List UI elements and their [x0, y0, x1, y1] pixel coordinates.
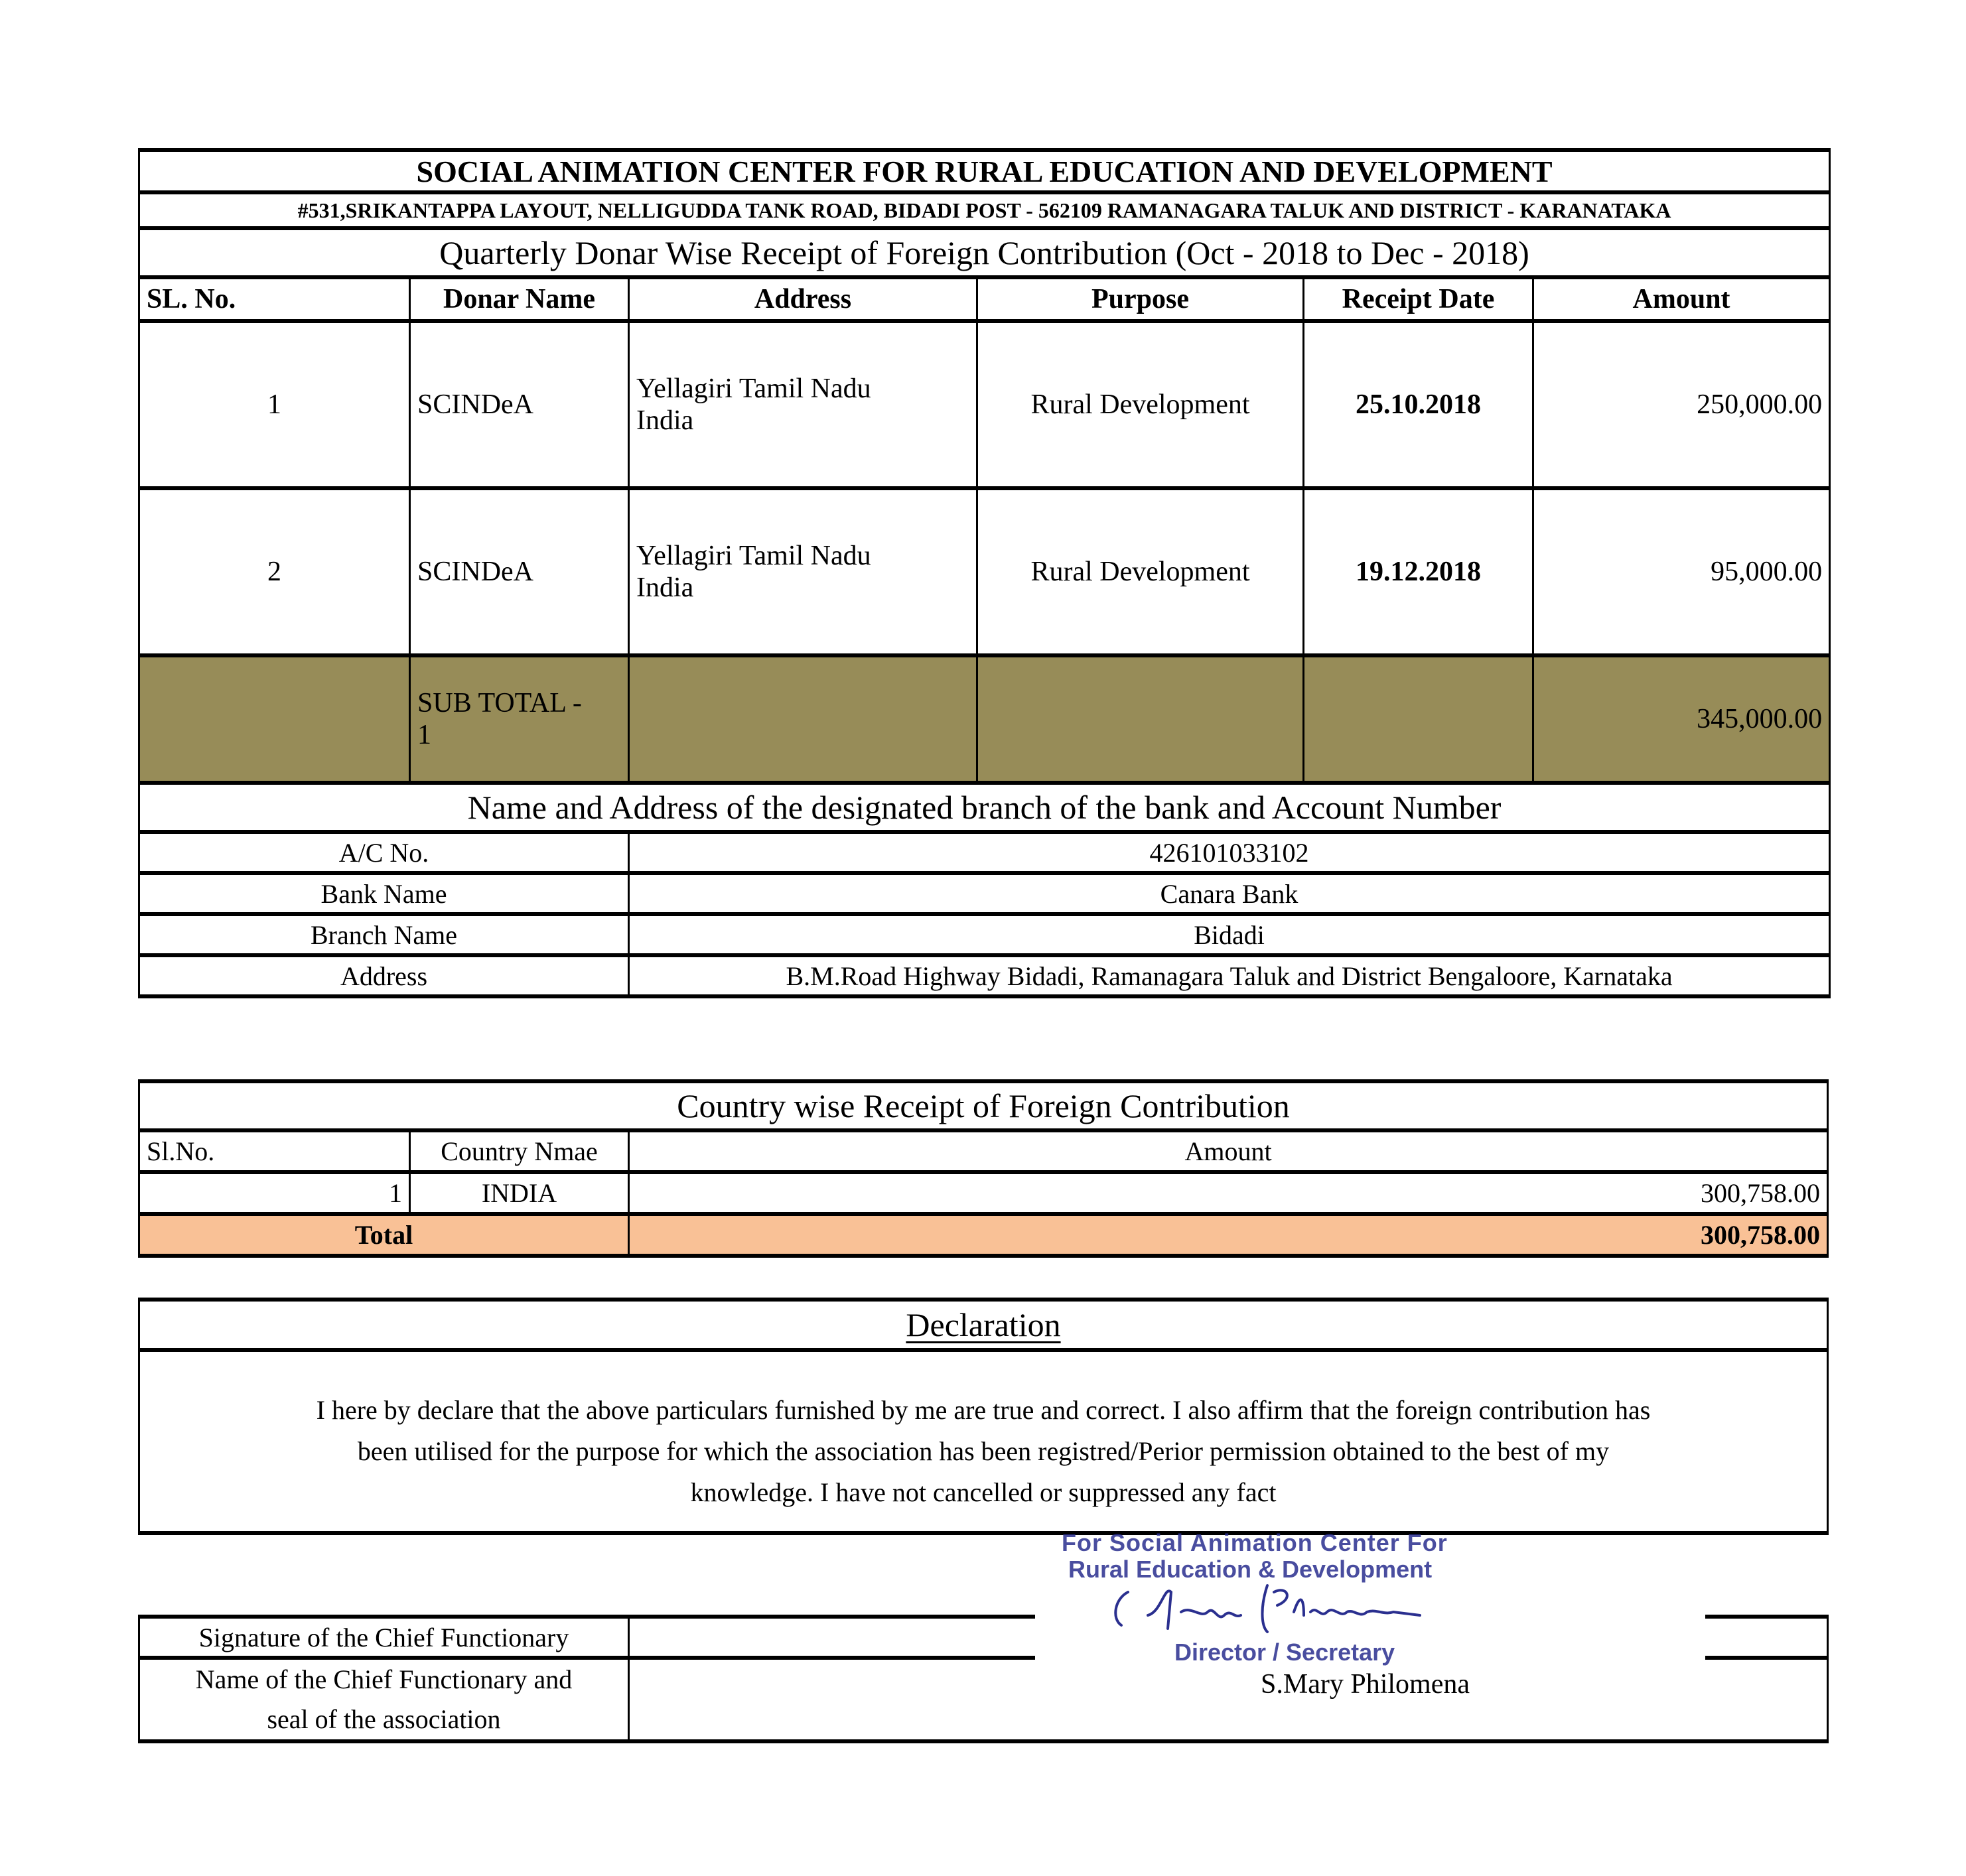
country-name: INDIA [410, 1172, 629, 1214]
subtotal-label [410, 655, 629, 783]
column-header: Purpose [977, 277, 1304, 321]
empty-cell [629, 655, 977, 783]
document-page [138, 148, 1829, 1743]
amount: 95,000.00 [1533, 488, 1830, 655]
report-title: Quarterly Donar Wise Receipt of Foreign Contribution (Oct - 2018 to Dec - 2018) [139, 228, 1830, 277]
bank-value: B.M.Road Highway Bidadi, Ramanagara Taluk and District Bengaloore, Karnataka [629, 955, 1830, 996]
empty-cell [977, 655, 1304, 783]
chief-functionary-name: S.Mary Philomena [1261, 1669, 1470, 1700]
address-line: Yellagiri Tamil Nadu [636, 541, 871, 571]
sl-no: 1 [139, 321, 410, 488]
column-header: SL. No. [139, 277, 410, 321]
table-header-row [139, 277, 1830, 321]
declaration-line: knowledge. I have not cancelled or suppressed any fact [690, 1477, 1277, 1507]
column-header: Sl.No. [139, 1130, 410, 1172]
subtotal-row [139, 655, 1830, 783]
total-label: Total [139, 1214, 629, 1256]
total-amount: 300,758.00 [629, 1214, 1828, 1256]
amount: 250,000.00 [1533, 321, 1830, 488]
bank-label: Bank Name [139, 873, 629, 914]
country-receipt-table [138, 1079, 1829, 1258]
sl-no: 2 [139, 488, 410, 655]
empty-cell [139, 655, 410, 783]
column-header: Amount [629, 1130, 1828, 1172]
table-header-row [139, 1130, 1828, 1172]
bank-row [139, 914, 1830, 955]
address-line: India [636, 405, 694, 436]
stamp-background [1035, 1546, 1705, 1672]
amount: 300,758.00 [629, 1172, 1828, 1214]
stamp-line: Rural Education & Development [1068, 1556, 1433, 1583]
column-header: Address [629, 277, 977, 321]
bank-label: Branch Name [139, 914, 629, 955]
stamp-line: Director / Secretary [1174, 1639, 1395, 1666]
donor-name: SCINDeA [410, 321, 629, 488]
donor-receipt-table [138, 148, 1831, 998]
bank-label: Address [139, 955, 629, 996]
bank-value: Canara Bank [629, 873, 1830, 914]
column-header: Donar Name [410, 277, 629, 321]
bank-value: 426101033102 [629, 832, 1830, 873]
sl-no: 1 [139, 1172, 410, 1214]
bank-value: Bidadi [629, 914, 1830, 955]
signature-label: Signature of the Chief Functionary [139, 1617, 629, 1658]
stamp-line: For Social Animation Center For [1062, 1529, 1448, 1556]
declaration-table [138, 1298, 1829, 1535]
declaration-title-text: Declaration [906, 1306, 1061, 1343]
empty-cell [1304, 655, 1533, 783]
name-seal-label [139, 1658, 629, 1741]
purpose: Rural Development [977, 488, 1304, 655]
address-line: India [636, 572, 694, 603]
total-row [139, 1214, 1828, 1256]
organization-address: #531,SRIKANTAPPA LAYOUT, NELLIGUDDA TANK ROAD, BIDADI POST - 562109 RAMANAGARA TALUK AND DISTRICT - KARANATAKA [139, 192, 1830, 228]
declaration-title [139, 1300, 1828, 1350]
bank-section-title: Name and Address of the designated branch of the bank and Account Number [139, 783, 1830, 832]
subtotal-label-line: SUB TOTAL - [417, 688, 582, 718]
column-header: Receipt Date [1304, 277, 1533, 321]
purpose: Rural Development [977, 321, 1304, 488]
receipt-date: 25.10.2018 [1304, 321, 1533, 488]
bank-row [139, 832, 1830, 873]
declaration-text [139, 1350, 1828, 1533]
bank-label: A/C No. [139, 832, 629, 873]
address-line: Yellagiri Tamil Nadu [636, 373, 871, 404]
column-header: Country Nmae [410, 1130, 629, 1172]
subtotal-amount: 345,000.00 [1533, 655, 1830, 783]
donor-name: SCINDeA [410, 488, 629, 655]
organization-name: SOCIAL ANIMATION CENTER FOR RURAL EDUCATION AND DEVELOPMENT [139, 150, 1830, 192]
table-row [139, 321, 1830, 488]
declaration-line: I here by declare that the above particulars furnished by me are true and correct. I also affirm that the foreign contribution has [316, 1395, 1651, 1425]
receipt-date: 19.12.2018 [1304, 488, 1533, 655]
subtotal-label-line: 1 [417, 720, 431, 750]
table-row [139, 1172, 1828, 1214]
bank-row [139, 955, 1830, 996]
table-row [139, 488, 1830, 655]
donor-address [629, 321, 977, 488]
declaration-line: been utilised for the purpose for which the association has been registred/Perior permission obtained to the best of my [357, 1436, 1610, 1466]
country-section-title: Country wise Receipt of Foreign Contribution [139, 1081, 1828, 1130]
column-header: Amount [1533, 277, 1830, 321]
donor-address [629, 488, 977, 655]
name-seal-label-line: seal of the association [267, 1704, 501, 1734]
name-seal-label-line: Name of the Chief Functionary and [195, 1664, 573, 1694]
bank-row [139, 873, 1830, 914]
